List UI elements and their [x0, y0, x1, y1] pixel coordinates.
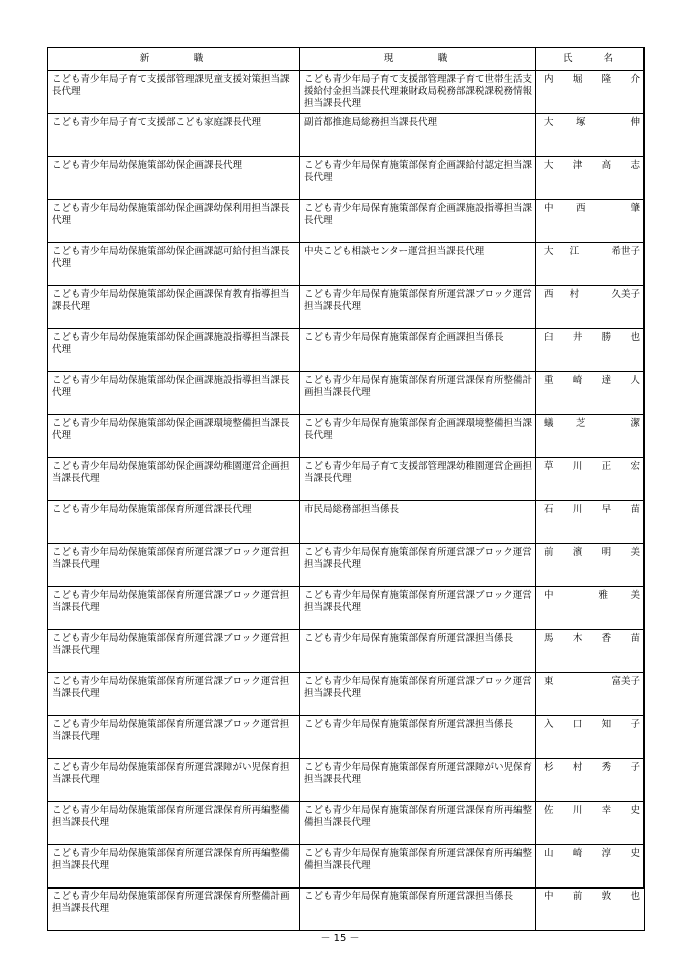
name-char: 村 — [569, 289, 580, 300]
new-position-cell: こども青少年局子育て支援部こども家庭課長代理 — [48, 114, 300, 157]
table-row — [48, 243, 645, 286]
table-row — [48, 329, 645, 372]
name-char: 木 — [572, 633, 583, 644]
new-position-cell: こども青少年局幼保施策部幼保企画課認可給付担当課長代理 — [48, 243, 300, 286]
person-name — [544, 74, 640, 86]
name-char: 也 — [630, 891, 640, 902]
new-position-cell: こども青少年局幼保施策部保育所運営課保育所整備計画担当課長代理 — [48, 888, 300, 931]
current-position-cell: こども青少年局保育施策部保育企画課環境整備担当課長代理 — [300, 415, 536, 458]
name-char: 堀 — [572, 74, 583, 85]
name-char: 前 — [572, 891, 583, 902]
name-char: 口 — [572, 719, 583, 730]
personnel-table-container — [47, 47, 644, 931]
current-position-cell: こども青少年局保育施策部保育所運営課保育所再編整備担当課長代理 — [300, 845, 536, 888]
person-name — [544, 289, 640, 301]
current-position-cell: こども青少年局保育施策部保育所運営課ブロック運営担当課長代理 — [300, 544, 536, 587]
person-name — [544, 461, 640, 473]
name-char: 中 — [544, 590, 554, 601]
person-name — [544, 590, 640, 602]
person-name — [544, 547, 640, 559]
name-char: 大 — [544, 246, 554, 257]
name-char: 勝 — [601, 332, 612, 343]
name-char: 高 — [601, 160, 612, 171]
person-name — [544, 160, 640, 172]
table-row — [48, 415, 645, 458]
table-row — [48, 372, 645, 415]
name-cell — [536, 888, 645, 931]
new-position-cell: こども青少年局幼保施策部幼保企画課環境整備担当課長代理 — [48, 415, 300, 458]
current-position-cell: 副首都推進局総務担当課長代理 — [300, 114, 536, 157]
name-char: 中 — [544, 203, 554, 214]
current-position-cell: 中央こども相談センター運営担当課長代理 — [300, 243, 536, 286]
new-position-cell: こども青少年局幼保施策部保育所運営課障がい児保育担当課長代理 — [48, 759, 300, 802]
name-char: 富美子 — [611, 676, 640, 687]
name-char: 江 — [569, 246, 580, 257]
name-char: 大 — [544, 117, 554, 128]
name-char: 前 — [544, 547, 554, 558]
name-char: 村 — [572, 762, 583, 773]
name-cell — [536, 114, 645, 157]
name-char: 潔 — [630, 418, 640, 429]
name-char: 井 — [572, 332, 583, 343]
name-char: 入 — [544, 719, 554, 730]
name-cell — [536, 845, 645, 888]
person-name — [544, 848, 640, 860]
name-char: 宏 — [630, 461, 640, 472]
new-position-cell: こども青少年局幼保施策部幼保企画課幼稚園運営企画担当課長代理 — [48, 458, 300, 501]
name-char: 内 — [544, 74, 554, 85]
header-new-position: 新 職 — [48, 48, 300, 71]
current-position-cell: こども青少年局子育て支援部管理課子育て世帯生活支援給付金担当課長代理兼財政局税務部課税課税務情報担当課長代理 — [300, 71, 536, 114]
table-row — [48, 845, 645, 888]
name-char: 子 — [630, 762, 640, 773]
name-char: 草 — [544, 461, 554, 472]
table-row — [48, 200, 645, 243]
person-name — [544, 203, 640, 215]
name-char: 隆 — [601, 74, 612, 85]
name-char: 崎 — [572, 375, 583, 386]
table-row — [48, 630, 645, 673]
person-name — [544, 633, 640, 645]
new-position-cell: こども青少年局幼保施策部幼保企画課施設指導担当課長代理 — [48, 329, 300, 372]
new-position-cell: こども青少年局幼保施策部保育所運営課ブロック運営担当課長代理 — [48, 544, 300, 587]
new-position-cell: こども青少年局幼保施策部保育所運営課ブロック運営担当課長代理 — [48, 673, 300, 716]
person-name — [544, 117, 640, 129]
new-position-cell: こども青少年局幼保施策部幼保企画課保育教育指導担当課長代理 — [48, 286, 300, 329]
table-body — [48, 71, 645, 931]
new-position-cell: こども青少年局幼保施策部保育所運営課長代理 — [48, 501, 300, 544]
table-row — [48, 888, 645, 931]
name-char: 蟻 — [544, 418, 554, 429]
name-char: 川 — [572, 461, 583, 472]
name-cell — [536, 587, 645, 630]
name-char: 志 — [630, 160, 640, 171]
name-char: 幸 — [601, 805, 612, 816]
new-position-cell: こども青少年局幼保施策部保育所運営課保育所再編整備担当課長代理 — [48, 845, 300, 888]
current-position-cell: こども青少年局保育施策部保育所運営課障がい児保育担当課長代理 — [300, 759, 536, 802]
name-cell — [536, 544, 645, 587]
table-row — [48, 458, 645, 501]
person-name — [544, 375, 640, 387]
table-row — [48, 501, 645, 544]
table-header-row — [48, 48, 645, 71]
name-char: 史 — [630, 848, 640, 859]
name-char: 淳 — [601, 848, 612, 859]
name-cell — [536, 200, 645, 243]
name-char: 早 — [601, 504, 612, 515]
new-position-cell: こども青少年局幼保施策部幼保企画課幼保利用担当課長代理 — [48, 200, 300, 243]
name-char: 苗 — [630, 633, 640, 644]
current-position-cell: こども青少年局保育施策部保育所運営課担当係長 — [300, 716, 536, 759]
name-char: 川 — [572, 504, 583, 515]
person-name — [544, 504, 640, 516]
table-row — [48, 587, 645, 630]
name-char: 久美子 — [611, 289, 640, 300]
name-char: 崎 — [572, 848, 583, 859]
name-char: 美 — [630, 547, 640, 558]
current-position-cell: こども青少年局保育施策部保育所運営課ブロック運営担当課長代理 — [300, 286, 536, 329]
name-cell — [536, 243, 645, 286]
name-char: 子 — [630, 719, 640, 730]
name-char: 塚 — [576, 117, 586, 128]
person-name — [544, 418, 640, 430]
current-position-cell: こども青少年局保育施策部保育企画課担当係長 — [300, 329, 536, 372]
name-cell — [536, 716, 645, 759]
person-name — [544, 332, 640, 344]
name-cell — [536, 501, 645, 544]
table-row — [48, 114, 645, 157]
current-position-cell: こども青少年局保育施策部保育企画課給付認定担当課長代理 — [300, 157, 536, 200]
new-position-cell: こども青少年局子育て支援部管理課児童支援対策担当課長代理 — [48, 71, 300, 114]
table-row — [48, 157, 645, 200]
new-position-cell: こども青少年局幼保施策部保育所運営課ブロック運営担当課長代理 — [48, 587, 300, 630]
current-position-cell: こども青少年局保育施策部保育所運営課担当係長 — [300, 888, 536, 931]
name-char: 重 — [544, 375, 554, 386]
new-position-cell: こども青少年局幼保施策部保育所運営課ブロック運営担当課長代理 — [48, 716, 300, 759]
name-char: 佐 — [544, 805, 554, 816]
table-row — [48, 71, 645, 114]
table-row — [48, 286, 645, 329]
table-row — [48, 673, 645, 716]
name-cell — [536, 329, 645, 372]
name-cell — [536, 415, 645, 458]
name-cell — [536, 71, 645, 114]
personnel-table — [47, 47, 645, 931]
name-char: 西 — [576, 203, 586, 214]
header-name: 氏 名 — [536, 48, 645, 71]
name-char: 芝 — [576, 418, 586, 429]
name-cell — [536, 630, 645, 673]
name-char: 人 — [630, 375, 640, 386]
name-cell — [536, 802, 645, 845]
name-char: 石 — [544, 504, 554, 515]
name-char: 山 — [544, 848, 554, 859]
person-name — [544, 891, 640, 903]
name-char: 知 — [601, 719, 612, 730]
name-char: 香 — [601, 633, 612, 644]
name-char: 也 — [630, 332, 640, 343]
current-position-cell: こども青少年局子育て支援部管理課幼稚園運営企画担当課長代理 — [300, 458, 536, 501]
name-char: 濱 — [572, 547, 583, 558]
name-char: 史 — [630, 805, 640, 816]
page-number: － 15 － — [320, 933, 360, 944]
person-name — [544, 246, 640, 258]
name-cell — [536, 458, 645, 501]
name-char: 雅 — [598, 590, 608, 601]
name-cell — [536, 157, 645, 200]
name-char: 大 — [544, 160, 554, 171]
name-cell — [536, 286, 645, 329]
name-char: 介 — [630, 74, 640, 85]
name-char: 達 — [601, 375, 612, 386]
name-char: 明 — [601, 547, 612, 558]
person-name — [544, 719, 640, 731]
person-name — [544, 762, 640, 774]
current-position-cell: 市民局総務部担当係長 — [300, 501, 536, 544]
name-char: 津 — [572, 160, 583, 171]
current-position-cell: こども青少年局保育施策部保育企画課施設指導担当課長代理 — [300, 200, 536, 243]
name-char: 杉 — [544, 762, 554, 773]
name-char: 希世子 — [611, 246, 640, 257]
header-current-position: 現 職 — [300, 48, 536, 71]
name-char: 臼 — [544, 332, 554, 343]
new-position-cell: こども青少年局幼保施策部保育所運営課保育所再編整備担当課長代理 — [48, 802, 300, 845]
name-char: 馬 — [544, 633, 554, 644]
name-char: 中 — [544, 891, 554, 902]
name-char: 秀 — [601, 762, 612, 773]
current-position-cell: こども青少年局保育施策部保育所運営課ブロック運営担当課長代理 — [300, 587, 536, 630]
current-position-cell: こども青少年局保育施策部保育所運営課担当係長 — [300, 630, 536, 673]
name-char: 東 — [544, 676, 554, 687]
table-row — [48, 802, 645, 845]
name-char: 伸 — [630, 117, 640, 128]
name-char: 美 — [630, 590, 640, 601]
table-row — [48, 716, 645, 759]
name-char: 苗 — [630, 504, 640, 515]
person-name — [544, 676, 640, 688]
new-position-cell: こども青少年局幼保施策部幼保企画課施設指導担当課長代理 — [48, 372, 300, 415]
table-row — [48, 544, 645, 587]
new-position-cell: こども青少年局幼保施策部保育所運営課ブロック運営担当課長代理 — [48, 630, 300, 673]
table-row — [48, 759, 645, 802]
name-char: 川 — [572, 805, 583, 816]
name-char: 肇 — [630, 203, 640, 214]
current-position-cell: こども青少年局保育施策部保育所運営課保育所再編整備担当課長代理 — [300, 802, 536, 845]
new-position-cell: こども青少年局幼保施策部幼保企画課長代理 — [48, 157, 300, 200]
current-position-cell: こども青少年局保育施策部保育所運営課保育所整備計画担当課長代理 — [300, 372, 536, 415]
name-cell — [536, 673, 645, 716]
current-position-cell: こども青少年局保育施策部保育所運営課ブロック運営担当課長代理 — [300, 673, 536, 716]
name-char: 西 — [544, 289, 554, 300]
name-char: 正 — [601, 461, 612, 472]
name-char: 敦 — [601, 891, 612, 902]
name-cell — [536, 759, 645, 802]
person-name — [544, 805, 640, 817]
name-cell — [536, 372, 645, 415]
